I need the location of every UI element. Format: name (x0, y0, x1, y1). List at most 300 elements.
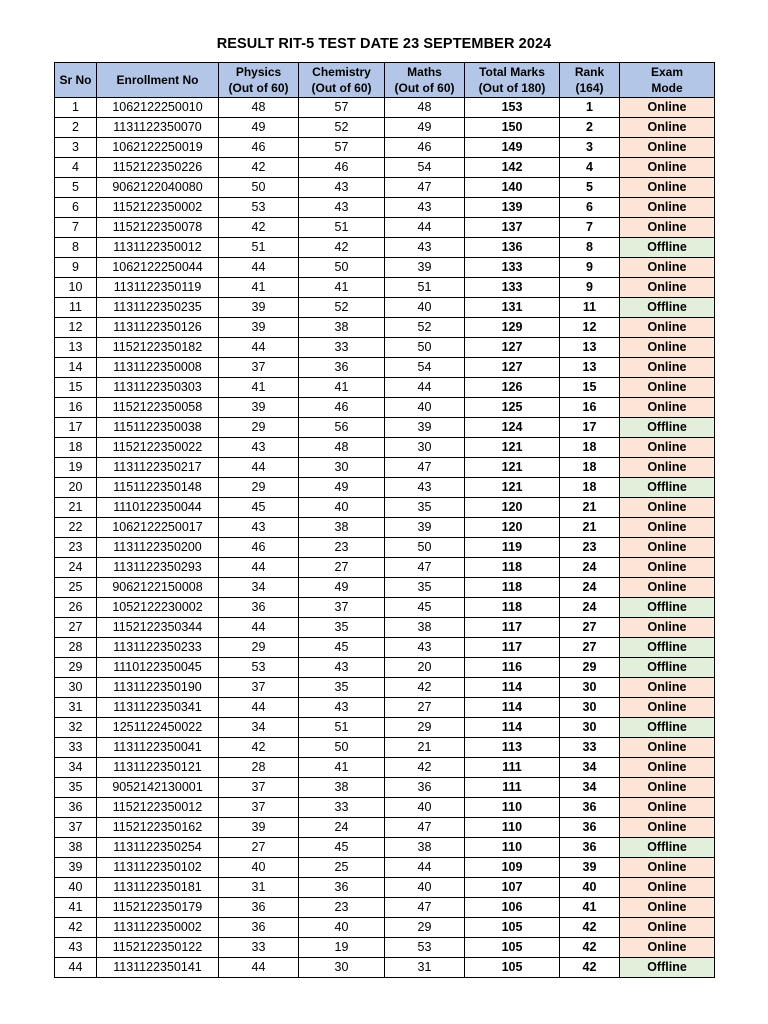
physics-cell: 42 (219, 218, 299, 238)
sr-no-cell: 32 (55, 718, 97, 738)
physics-cell: 44 (219, 458, 299, 478)
exam-mode-cell: Online (620, 518, 715, 538)
exam-mode-cell: Online (620, 318, 715, 338)
rank-cell: 8 (560, 238, 620, 258)
total-marks-cell: 142 (465, 158, 560, 178)
total-marks-cell: 107 (465, 878, 560, 898)
chemistry-cell: 38 (299, 778, 385, 798)
sr-no-cell: 43 (55, 938, 97, 958)
chemistry-cell: 49 (299, 578, 385, 598)
chemistry-cell: 52 (299, 118, 385, 138)
enrollment-no-cell: 1131122350254 (97, 838, 219, 858)
physics-cell: 43 (219, 518, 299, 538)
enrollment-no-cell: 1152122350182 (97, 338, 219, 358)
sr-no-cell: 25 (55, 578, 97, 598)
sr-no-cell: 34 (55, 758, 97, 778)
sr-no-cell: 14 (55, 358, 97, 378)
table-row (55, 238, 715, 258)
table-row (55, 438, 715, 458)
rank-cell: 41 (560, 898, 620, 918)
table-row (55, 858, 715, 878)
sr-no-cell: 2 (55, 118, 97, 138)
total-marks-cell: 149 (465, 138, 560, 158)
sr-no-cell: 19 (55, 458, 97, 478)
exam-mode-cell: Online (620, 438, 715, 458)
sr-no-cell: 38 (55, 838, 97, 858)
total-marks-cell: 139 (465, 198, 560, 218)
maths-cell: 44 (385, 858, 465, 878)
chemistry-cell: 42 (299, 238, 385, 258)
physics-cell: 39 (219, 298, 299, 318)
sr-no-cell: 10 (55, 278, 97, 298)
total-marks-cell: 105 (465, 918, 560, 938)
rank-cell: 30 (560, 698, 620, 718)
maths-cell: 47 (385, 898, 465, 918)
exam-mode-cell: Online (620, 578, 715, 598)
total-marks-cell: 121 (465, 438, 560, 458)
exam-mode-cell: Offline (620, 298, 715, 318)
chemistry-cell: 57 (299, 98, 385, 118)
table-row (55, 918, 715, 938)
header-row (55, 63, 715, 98)
enrollment-no-cell: 1131122350233 (97, 638, 219, 658)
maths-cell: 53 (385, 938, 465, 958)
sr-no-cell: 12 (55, 318, 97, 338)
maths-cell: 52 (385, 318, 465, 338)
exam-mode-cell: Online (620, 138, 715, 158)
total-marks-cell: 114 (465, 698, 560, 718)
exam-mode-cell: Online (620, 398, 715, 418)
table-row (55, 258, 715, 278)
exam-mode-cell: Online (620, 198, 715, 218)
total-marks-cell: 113 (465, 738, 560, 758)
maths-cell: 39 (385, 418, 465, 438)
sr-no-cell: 9 (55, 258, 97, 278)
rank-cell: 36 (560, 798, 620, 818)
maths-cell: 50 (385, 538, 465, 558)
chemistry-cell: 23 (299, 898, 385, 918)
table-body (55, 98, 715, 978)
table-row (55, 498, 715, 518)
chemistry-cell: 51 (299, 218, 385, 238)
maths-cell: 47 (385, 458, 465, 478)
total-marks-cell: 114 (465, 678, 560, 698)
total-marks-cell: 111 (465, 758, 560, 778)
sr-no-cell: 20 (55, 478, 97, 498)
exam-mode-cell: Online (620, 938, 715, 958)
maths-cell: 46 (385, 138, 465, 158)
exam-mode-cell: Online (620, 258, 715, 278)
physics-cell: 40 (219, 858, 299, 878)
exam-mode-cell: Online (620, 798, 715, 818)
rank-cell: 33 (560, 738, 620, 758)
table-row (55, 138, 715, 158)
enrollment-no-cell: 1052122230002 (97, 598, 219, 618)
exam-mode-cell: Online (620, 898, 715, 918)
physics-cell: 36 (219, 918, 299, 938)
maths-cell: 44 (385, 378, 465, 398)
total-marks-cell: 127 (465, 358, 560, 378)
total-marks-cell: 121 (465, 478, 560, 498)
exam-mode-cell: Online (620, 858, 715, 878)
chemistry-cell: 51 (299, 718, 385, 738)
table-row (55, 278, 715, 298)
physics-cell: 34 (219, 578, 299, 598)
enrollment-no-cell: 1062122250019 (97, 138, 219, 158)
enrollment-no-cell: 1131122350102 (97, 858, 219, 878)
rank-cell: 42 (560, 938, 620, 958)
table-row (55, 738, 715, 758)
enrollment-no-cell: 9062122040080 (97, 178, 219, 198)
enrollment-no-cell: 1131122350119 (97, 278, 219, 298)
enrollment-no-cell: 1152122350058 (97, 398, 219, 418)
enrollment-no-cell: 1151122350148 (97, 478, 219, 498)
physics-cell: 51 (219, 238, 299, 258)
exam-mode-cell: Online (620, 158, 715, 178)
sr-no-cell: 39 (55, 858, 97, 878)
enrollment-no-cell: 1151122350038 (97, 418, 219, 438)
sr-no-cell: 13 (55, 338, 97, 358)
chemistry-cell: 57 (299, 138, 385, 158)
header-rank: Rank (164) (560, 63, 620, 98)
physics-cell: 37 (219, 358, 299, 378)
chemistry-cell: 38 (299, 518, 385, 538)
physics-cell: 37 (219, 798, 299, 818)
exam-mode-cell: Online (620, 758, 715, 778)
maths-cell: 54 (385, 358, 465, 378)
total-marks-cell: 116 (465, 658, 560, 678)
chemistry-cell: 40 (299, 498, 385, 518)
table-row (55, 818, 715, 838)
table-row (55, 698, 715, 718)
enrollment-no-cell: 1152122350122 (97, 938, 219, 958)
sr-no-cell: 8 (55, 238, 97, 258)
exam-mode-cell: Online (620, 458, 715, 478)
chemistry-cell: 40 (299, 918, 385, 938)
enrollment-no-cell: 1131122350002 (97, 918, 219, 938)
maths-cell: 29 (385, 718, 465, 738)
sr-no-cell: 44 (55, 958, 97, 978)
enrollment-no-cell: 1152122350179 (97, 898, 219, 918)
maths-cell: 40 (385, 798, 465, 818)
sr-no-cell: 17 (55, 418, 97, 438)
exam-mode-cell: Offline (620, 478, 715, 498)
physics-cell: 28 (219, 758, 299, 778)
rank-cell: 42 (560, 918, 620, 938)
physics-cell: 44 (219, 698, 299, 718)
chemistry-cell: 46 (299, 158, 385, 178)
exam-mode-cell: Offline (620, 638, 715, 658)
results-table (54, 62, 715, 978)
sr-no-cell: 35 (55, 778, 97, 798)
enrollment-no-cell: 1131122350235 (97, 298, 219, 318)
sr-no-cell: 24 (55, 558, 97, 578)
table-row (55, 518, 715, 538)
total-marks-cell: 131 (465, 298, 560, 318)
chemistry-cell: 33 (299, 798, 385, 818)
enrollment-no-cell: 1131122350126 (97, 318, 219, 338)
sr-no-cell: 26 (55, 598, 97, 618)
rank-cell: 40 (560, 878, 620, 898)
physics-cell: 41 (219, 378, 299, 398)
table-row (55, 298, 715, 318)
maths-cell: 50 (385, 338, 465, 358)
exam-mode-cell: Online (620, 218, 715, 238)
exam-mode-cell: Online (620, 878, 715, 898)
chemistry-cell: 50 (299, 258, 385, 278)
rank-cell: 36 (560, 838, 620, 858)
rank-cell: 30 (560, 678, 620, 698)
maths-cell: 20 (385, 658, 465, 678)
table-row (55, 658, 715, 678)
enrollment-no-cell: 1152122350022 (97, 438, 219, 458)
exam-mode-cell: Online (620, 818, 715, 838)
exam-mode-cell: Offline (620, 598, 715, 618)
rank-cell: 24 (560, 558, 620, 578)
rank-cell: 24 (560, 578, 620, 598)
table-header (55, 63, 715, 98)
maths-cell: 35 (385, 578, 465, 598)
exam-mode-cell: Online (620, 698, 715, 718)
physics-cell: 29 (219, 638, 299, 658)
chemistry-cell: 36 (299, 878, 385, 898)
maths-cell: 38 (385, 618, 465, 638)
maths-cell: 40 (385, 878, 465, 898)
table-row (55, 178, 715, 198)
physics-cell: 53 (219, 658, 299, 678)
chemistry-cell: 23 (299, 538, 385, 558)
exam-mode-cell: Online (620, 778, 715, 798)
total-marks-cell: 117 (465, 638, 560, 658)
table-row (55, 878, 715, 898)
header-enrollment-no: Enrollment No (97, 63, 219, 98)
chemistry-cell: 30 (299, 458, 385, 478)
chemistry-cell: 50 (299, 738, 385, 758)
table-row (55, 838, 715, 858)
header-exam-mode: Exam Mode (620, 63, 715, 98)
rank-cell: 9 (560, 258, 620, 278)
exam-mode-cell: Online (620, 118, 715, 138)
total-marks-cell: 137 (465, 218, 560, 238)
maths-cell: 47 (385, 558, 465, 578)
table-row (55, 378, 715, 398)
sr-no-cell: 15 (55, 378, 97, 398)
chemistry-cell: 45 (299, 838, 385, 858)
physics-cell: 46 (219, 138, 299, 158)
sr-no-cell: 16 (55, 398, 97, 418)
table-row (55, 778, 715, 798)
table-row (55, 338, 715, 358)
enrollment-no-cell: 1062122250010 (97, 98, 219, 118)
table-row (55, 478, 715, 498)
physics-cell: 44 (219, 958, 299, 978)
table-row (55, 678, 715, 698)
physics-cell: 43 (219, 438, 299, 458)
sr-no-cell: 27 (55, 618, 97, 638)
sr-no-cell: 30 (55, 678, 97, 698)
enrollment-no-cell: 1131122350190 (97, 678, 219, 698)
maths-cell: 49 (385, 118, 465, 138)
enrollment-no-cell: 9062122150008 (97, 578, 219, 598)
sr-no-cell: 3 (55, 138, 97, 158)
table-row (55, 218, 715, 238)
rank-cell: 16 (560, 398, 620, 418)
enrollment-no-cell: 1110122350045 (97, 658, 219, 678)
table-row (55, 958, 715, 978)
total-marks-cell: 125 (465, 398, 560, 418)
chemistry-cell: 19 (299, 938, 385, 958)
total-marks-cell: 105 (465, 938, 560, 958)
maths-cell: 39 (385, 518, 465, 538)
enrollment-no-cell: 1131122350041 (97, 738, 219, 758)
sr-no-cell: 41 (55, 898, 97, 918)
enrollment-no-cell: 1110122350044 (97, 498, 219, 518)
exam-mode-cell: Online (620, 498, 715, 518)
physics-cell: 46 (219, 538, 299, 558)
maths-cell: 51 (385, 278, 465, 298)
enrollment-no-cell: 1131122350303 (97, 378, 219, 398)
header-total-marks: Total Marks (Out of 180) (465, 63, 560, 98)
table-row (55, 718, 715, 738)
enrollment-no-cell: 1152122350226 (97, 158, 219, 178)
rank-cell: 13 (560, 338, 620, 358)
sr-no-cell: 18 (55, 438, 97, 458)
table-row (55, 758, 715, 778)
chemistry-cell: 49 (299, 478, 385, 498)
exam-mode-cell: Offline (620, 238, 715, 258)
rank-cell: 18 (560, 458, 620, 478)
sr-no-cell: 40 (55, 878, 97, 898)
total-marks-cell: 124 (465, 418, 560, 438)
chemistry-cell: 36 (299, 358, 385, 378)
total-marks-cell: 118 (465, 598, 560, 618)
enrollment-no-cell: 1152122350002 (97, 198, 219, 218)
physics-cell: 44 (219, 558, 299, 578)
enrollment-no-cell: 1131122350217 (97, 458, 219, 478)
rank-cell: 27 (560, 638, 620, 658)
page-title: RESULT RIT-5 TEST DATE 23 SEPTEMBER 2024 (216, 36, 552, 52)
maths-cell: 40 (385, 398, 465, 418)
sr-no-cell: 21 (55, 498, 97, 518)
rank-cell: 17 (560, 418, 620, 438)
rank-cell: 23 (560, 538, 620, 558)
total-marks-cell: 110 (465, 798, 560, 818)
physics-cell: 50 (219, 178, 299, 198)
maths-cell: 40 (385, 298, 465, 318)
total-marks-cell: 120 (465, 498, 560, 518)
total-marks-cell: 118 (465, 578, 560, 598)
chemistry-cell: 35 (299, 618, 385, 638)
maths-cell: 27 (385, 698, 465, 718)
physics-cell: 31 (219, 878, 299, 898)
total-marks-cell: 136 (465, 238, 560, 258)
physics-cell: 27 (219, 838, 299, 858)
maths-cell: 29 (385, 918, 465, 938)
rank-cell: 1 (560, 98, 620, 118)
table-row (55, 638, 715, 658)
maths-cell: 47 (385, 818, 465, 838)
total-marks-cell: 126 (465, 378, 560, 398)
sr-no-cell: 4 (55, 158, 97, 178)
enrollment-no-cell: 1131122350293 (97, 558, 219, 578)
physics-cell: 49 (219, 118, 299, 138)
table-row (55, 538, 715, 558)
rank-cell: 39 (560, 858, 620, 878)
rank-cell: 27 (560, 618, 620, 638)
maths-cell: 31 (385, 958, 465, 978)
chemistry-cell: 43 (299, 658, 385, 678)
total-marks-cell: 153 (465, 98, 560, 118)
table-row (55, 118, 715, 138)
sr-no-cell: 22 (55, 518, 97, 538)
rank-cell: 11 (560, 298, 620, 318)
physics-cell: 37 (219, 778, 299, 798)
rank-cell: 5 (560, 178, 620, 198)
rank-cell: 18 (560, 438, 620, 458)
physics-cell: 36 (219, 598, 299, 618)
rank-cell: 34 (560, 758, 620, 778)
maths-cell: 47 (385, 178, 465, 198)
total-marks-cell: 106 (465, 898, 560, 918)
table-row (55, 318, 715, 338)
total-marks-cell: 150 (465, 118, 560, 138)
maths-cell: 38 (385, 838, 465, 858)
physics-cell: 42 (219, 158, 299, 178)
physics-cell: 48 (219, 98, 299, 118)
physics-cell: 33 (219, 938, 299, 958)
exam-mode-cell: Offline (620, 718, 715, 738)
chemistry-cell: 56 (299, 418, 385, 438)
physics-cell: 36 (219, 898, 299, 918)
enrollment-no-cell: 1152122350012 (97, 798, 219, 818)
rank-cell: 9 (560, 278, 620, 298)
maths-cell: 44 (385, 218, 465, 238)
rank-cell: 21 (560, 498, 620, 518)
enrollment-no-cell: 9052142130001 (97, 778, 219, 798)
rank-cell: 21 (560, 518, 620, 538)
physics-cell: 39 (219, 398, 299, 418)
maths-cell: 45 (385, 598, 465, 618)
physics-cell: 45 (219, 498, 299, 518)
table-row (55, 158, 715, 178)
rank-cell: 42 (560, 958, 620, 978)
physics-cell: 44 (219, 618, 299, 638)
chemistry-cell: 25 (299, 858, 385, 878)
total-marks-cell: 133 (465, 278, 560, 298)
exam-mode-cell: Online (620, 98, 715, 118)
enrollment-no-cell: 1152122350162 (97, 818, 219, 838)
exam-mode-cell: Online (620, 918, 715, 938)
table-row (55, 798, 715, 818)
exam-mode-cell: Online (620, 338, 715, 358)
table-row (55, 198, 715, 218)
sr-no-cell: 23 (55, 538, 97, 558)
header-sr-no: Sr No (55, 63, 97, 98)
physics-cell: 39 (219, 818, 299, 838)
table-row (55, 898, 715, 918)
chemistry-cell: 41 (299, 758, 385, 778)
chemistry-cell: 24 (299, 818, 385, 838)
chemistry-cell: 43 (299, 698, 385, 718)
total-marks-cell: 105 (465, 958, 560, 978)
enrollment-no-cell: 1131122350008 (97, 358, 219, 378)
maths-cell: 30 (385, 438, 465, 458)
total-marks-cell: 110 (465, 838, 560, 858)
header-maths: Maths (Out of 60) (385, 63, 465, 98)
table-row (55, 398, 715, 418)
chemistry-cell: 27 (299, 558, 385, 578)
maths-cell: 42 (385, 678, 465, 698)
